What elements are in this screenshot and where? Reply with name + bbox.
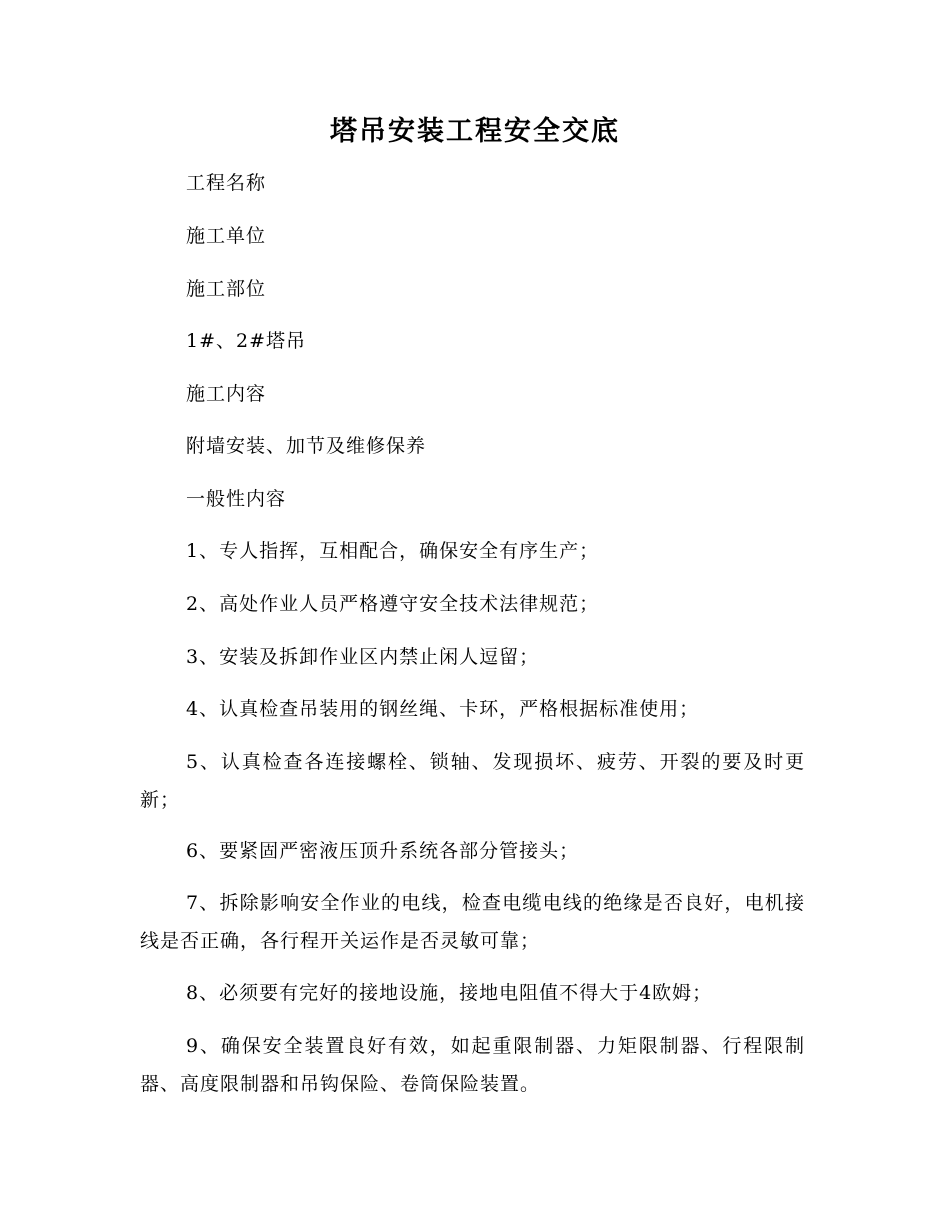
- list-item: 9、确保安全装置良好有效，如起重限制器、力矩限制器、行程限制器、高度限制器和吊钩保险、卷筒保险装置。: [140, 1035, 805, 1095]
- document-title: 塔吊安装工程安全交底: [330, 116, 620, 147]
- paragraph-construction-unit: 施工单位: [186, 225, 267, 247]
- paragraph-work-scope: 附墙安装、加节及维修保养: [186, 435, 427, 457]
- list-item: 7、拆除影响安全作业的电线，检查电缆电线的绝缘是否良好，电机接线是否正确，各行程开关运作是否灵敏可靠；: [140, 892, 805, 952]
- list-item: 1、专人指挥，互相配合，确保安全有序生产；: [186, 540, 600, 562]
- list-item: 8、必须要有完好的接地设施，接地电阻值不得大于4欧姆；: [186, 982, 713, 1004]
- paragraph-project-name: 工程名称: [186, 172, 267, 194]
- list-item: 2、高处作业人员严格遵守安全技术法律规范；: [186, 593, 600, 615]
- list-item: 4、认真检查吊装用的钢丝绳、卡环，严格根据标准使用；: [186, 698, 700, 720]
- paragraph-general-content: 一般性内容: [186, 488, 287, 510]
- list-item: 5、认真检查各连接螺栓、锁轴、发现损坏、疲劳、开裂的要及时更新；: [140, 751, 805, 811]
- paragraph-construction-part: 施工部位: [186, 278, 267, 300]
- list-item: 3、安装及拆卸作业区内禁止闲人逗留；: [186, 646, 540, 668]
- paragraph-tower-crane: 1#、2#塔吊: [186, 330, 307, 352]
- list-item: 6、要紧固严密液压顶升系统各部分管接头；: [186, 840, 580, 862]
- paragraph-construction-content: 施工内容: [186, 383, 267, 405]
